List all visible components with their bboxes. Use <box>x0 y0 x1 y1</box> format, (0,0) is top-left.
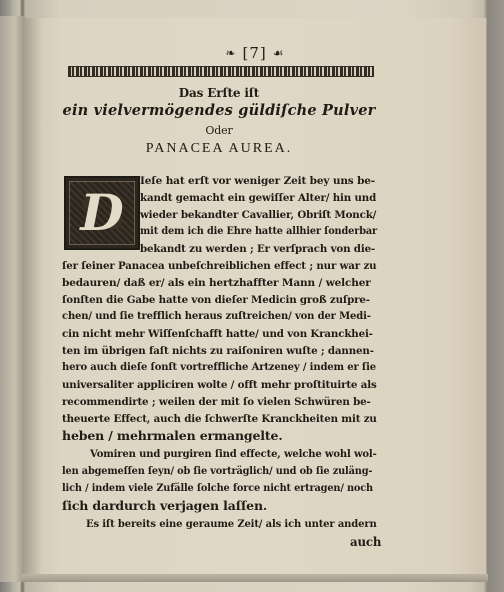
page-number-row <box>190 44 320 62</box>
body-line-10: cin nicht mehr Wiſſenſchafft hatte/ und von Kranckhei- <box>62 328 373 340</box>
body-line-4: mit dem ich die Ehre hatte allhier ſonderbar <box>140 226 378 237</box>
body-line-19: lich / indem viele Zufälle ſolche force nicht ertragen/ noch <box>62 483 373 494</box>
body-line-16: heben / mehrmalen ermangelte. <box>62 428 283 443</box>
body-line-6: ſer ſeiner Panacea unbeſchreiblichen effect ; nur war zu <box>62 260 377 272</box>
page-bottom-edge <box>22 574 488 582</box>
body-line-20: ſich dardurch verjagen laſſen. <box>62 498 268 513</box>
body-line-13: universaliter appliciren wolte / offt mehr proſtituirte als <box>62 379 377 391</box>
body-line-1: Ieſe hat erſt vor weniger Zeit bey uns be- <box>140 175 376 187</box>
body-line-2: kandt gemacht ein gewiſſer Alter/ hin und <box>140 192 377 204</box>
body-line-18: len abgemeſſen ſeyn/ ob ſie vorträglich/ und ob ſie zuläng- <box>62 466 373 477</box>
body-line-15: theuerte Effect, auch die ſchwerſte Kranckheiten mit zu <box>62 413 377 425</box>
body-line-11: ten im übrigen faſt nichts zu raiſoniren wuſte ; dannen- <box>62 345 374 357</box>
page-number: [7] <box>242 44 267 62</box>
heading-line-2: ein vielvermögendes güldiſche Pulver <box>62 102 376 119</box>
spine-shadow <box>24 18 42 578</box>
previous-page-edge <box>0 16 24 582</box>
body-line-9: chen/ und ſie trefflich heraus zuſtreichen/ von der Medi- <box>62 311 371 322</box>
catchword: auch <box>350 535 382 549</box>
fleuron-left-icon: ❧ <box>225 46 237 60</box>
initial-letter: D <box>80 183 124 242</box>
body-line-3: wieder bekandter Cavallier, Obriſt Monck/ <box>140 209 377 221</box>
body-line-17: Vomiren und purgiren ſind effecte, welche wohl wol- <box>90 449 377 460</box>
decorated-initial <box>64 176 140 250</box>
body-line-21: Es iſt bereits eine geraume Zeit/ als ich unter andern <box>86 519 377 530</box>
heading-line-3: Oder <box>205 124 233 137</box>
body-line-12: hero auch dieſe ſonſt vortreffliche Artzeney / indem er ſie <box>62 362 376 373</box>
ornamental-border-band <box>68 66 374 77</box>
body-line-7: bedauren/ daß er/ als ein hertzhaffter Mann / welcher <box>62 277 371 289</box>
body-line-8: ſonſten die Gabe hatte von dieſer Medicin groß zuſpre- <box>62 294 370 306</box>
body-line-5: bekandt zu werden ; Er verſprach von die- <box>140 243 376 255</box>
heading-line-1: Das Erſte iſt <box>178 86 260 100</box>
body-line-14: recommendirte ; weilen der mit ſo vielen Schwüren be- <box>62 396 371 408</box>
heading-line-4: PANACEA AUREA. <box>145 141 293 156</box>
fleuron-right-icon: ☙ <box>272 46 285 60</box>
